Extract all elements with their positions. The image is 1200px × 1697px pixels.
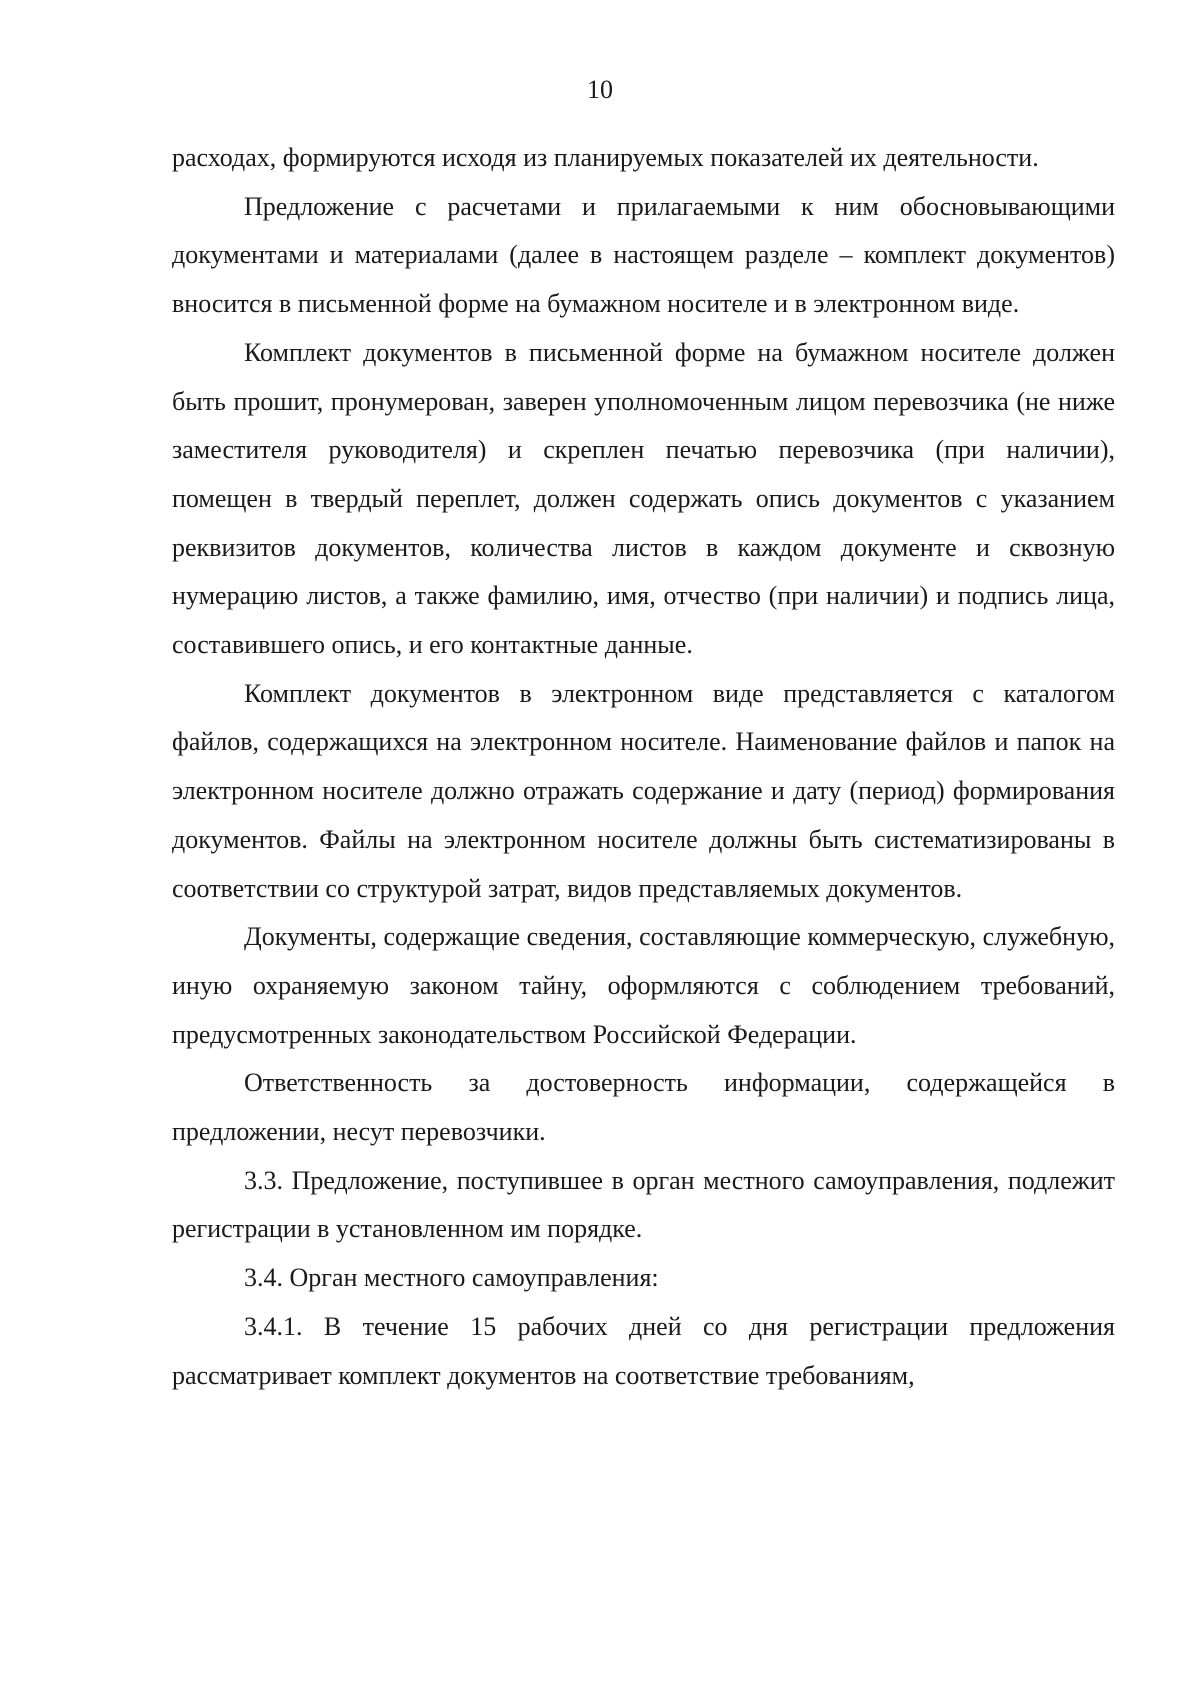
- paragraph-electronic-set-requirements: Комплект документов в электронном виде представляется с каталогом файлов, содержащихся на электронном носителе. Наименование файлов и папок на электронном носителе должно отражать содержание и дату (период) формирования документов. Файлы на электронном носителе должны быть систематизированы в соответствии со структурой затрат, видов представляемых документов.: [172, 678, 1115, 903]
- paragraph-continuation: расходах, формируются исходя из планируемых показателей их деятельности.: [172, 143, 1039, 172]
- document-body: [172, 134, 1115, 1400]
- paragraph-responsibility: Ответственность за достоверность информации, содержащейся в предложении, несут перевозчики.: [172, 1068, 1115, 1147]
- paragraph-3-4-1: 3.4.1. В течение 15 рабочих дней со дня регистрации предложения рассматривает комплект документов на соответствие требованиям,: [172, 1311, 1115, 1390]
- paragraph-3-4: 3.4. Орган местного самоуправления:: [244, 1263, 659, 1293]
- paragraph-proposal-submission: Предложение с расчетами и прилагаемыми к ним обосновывающими документами и материалами (далее в настоящем разделе – комплект документов) вносится в письменной форме на бумажном носителе и в электронном виде.: [172, 191, 1115, 319]
- paragraph-3-3: 3.3. Предложение, поступившее в орган местного самоуправления, подлежит регистрации в установленном им порядке.: [172, 1165, 1115, 1244]
- paragraph-confidential-documents: Документы, содержащие сведения, составляющие коммерческую, служебную, иную охраняемую законом тайну, оформляются с соблюдением требований, предусмотренных законодательством Российской Федерации.: [172, 922, 1115, 1049]
- page-number: 10: [587, 75, 613, 104]
- paragraph-paper-set-requirements: Комплект документов в письменной форме на бумажном носителе должен быть прошит, пронумерован, заверен уполномоченным лицом перевозчика (не ниже заместителя руководителя) и скреплен печатью перевозчика (при наличии), помещен в твердый переплет, должен содержать опись документов с указанием реквизитов документов, количества листов в каждом документе и сквозную нумерацию листов, а также фамилию, имя, отчество (при наличии) и подпись лица, составившего опись, и его контактные данные.: [172, 337, 1115, 660]
